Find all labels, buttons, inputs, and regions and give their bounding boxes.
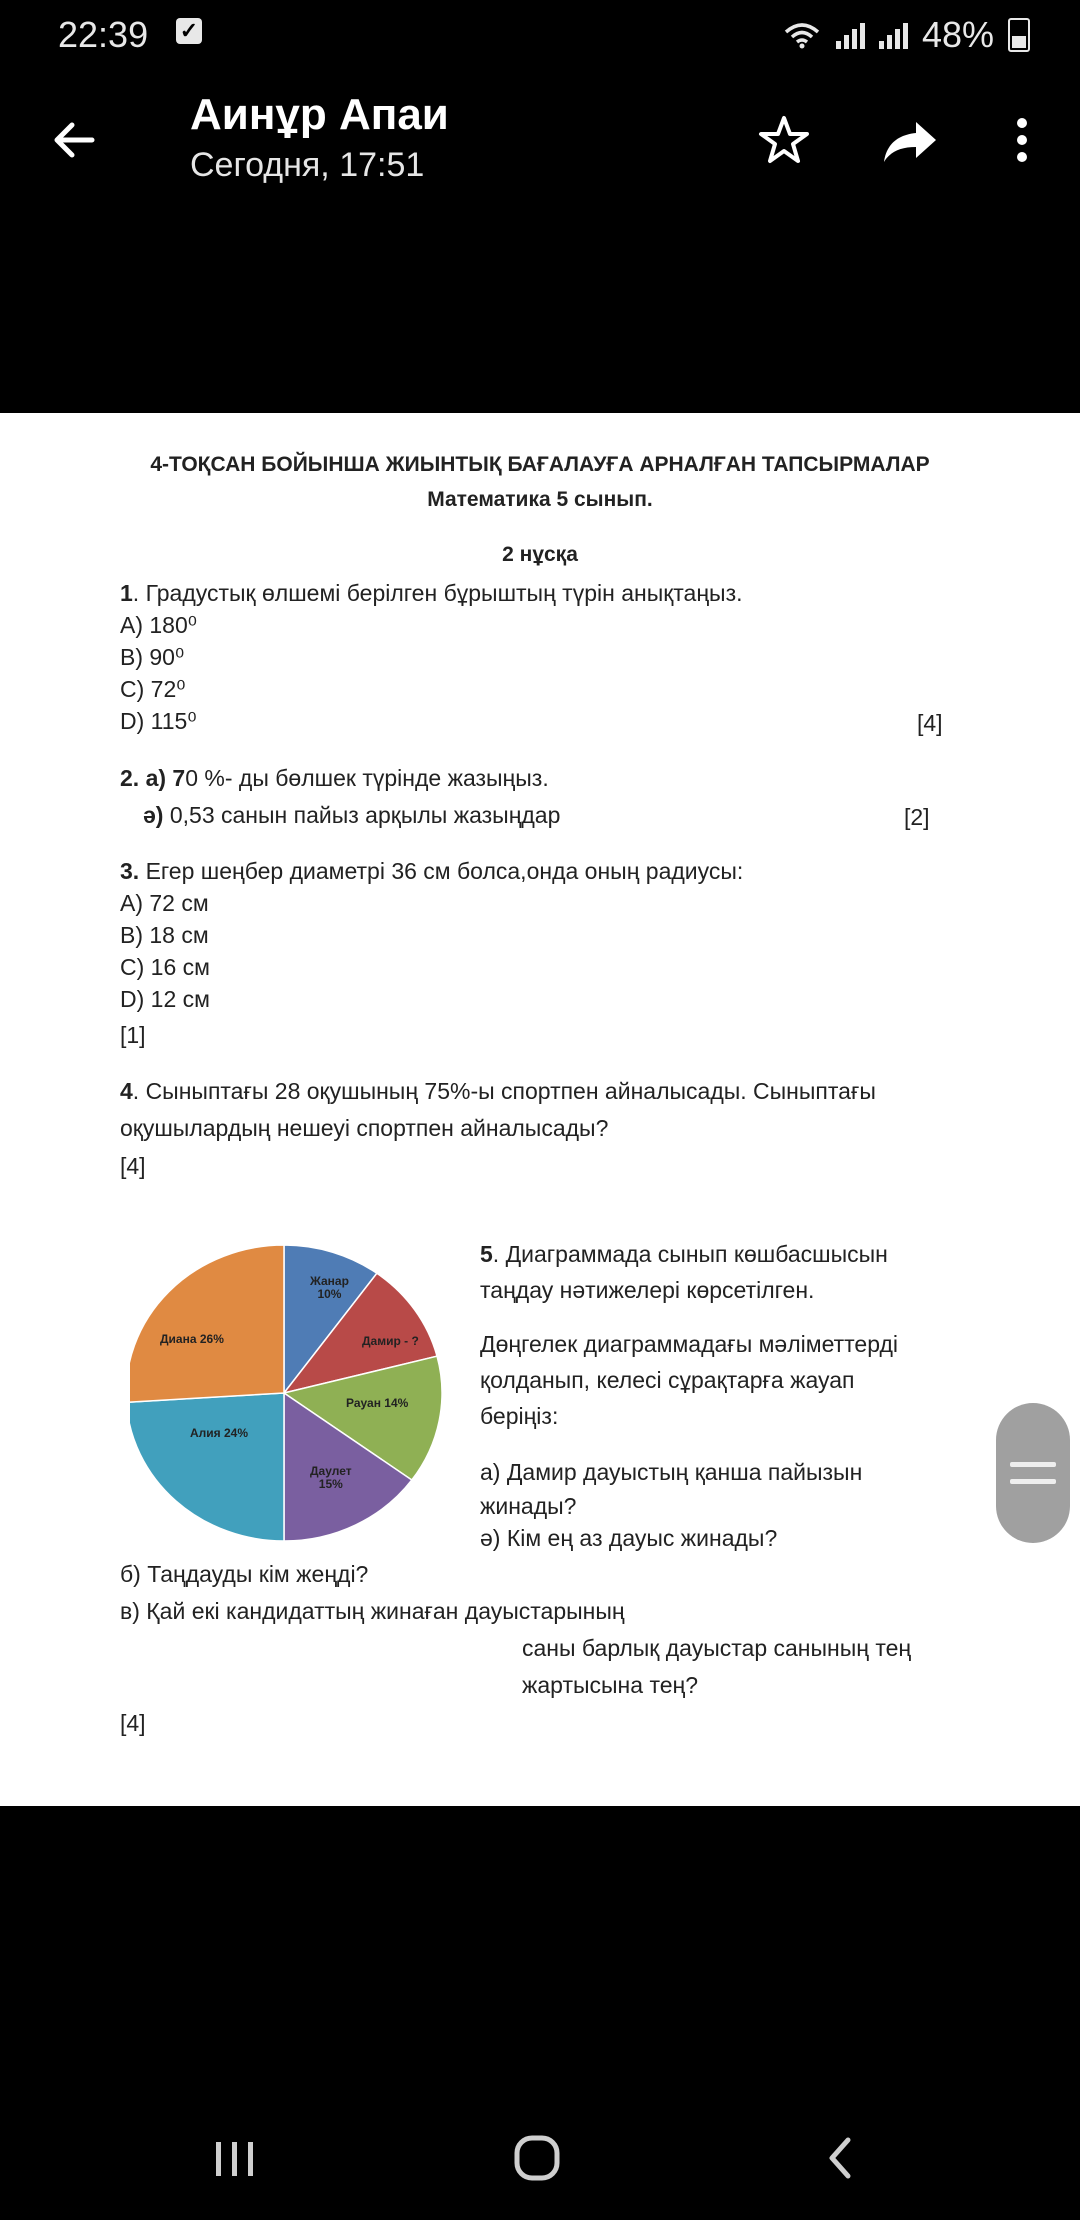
doc-title: 4-ТОҚСАН БОЙЫНША ЖИЫНТЫҚ БАҒАЛАУҒА АРНАЛҒАН ТАПСЫРМАЛАР [150, 453, 930, 476]
scroll-handle[interactable] [996, 1403, 1070, 1543]
doc-subtitle: Математика 5 сынып. [427, 488, 653, 511]
q2-score: [2] [904, 804, 930, 830]
back-nav-icon[interactable] [806, 2128, 876, 2188]
q3-text: 3. Егер шеңбер диаметрі 36 см болса,онда оның радиусы: [120, 858, 744, 884]
more-options-icon[interactable] [992, 110, 1052, 170]
q5-score: [4] [120, 1710, 146, 1736]
nav-bar [0, 2100, 1080, 2220]
q5-a-line2: жинады? [480, 1493, 577, 1519]
battery-icon [1008, 18, 1030, 52]
signal-icon-2 [879, 21, 908, 49]
q1-score: [4] [917, 710, 943, 736]
app-bar [0, 70, 1080, 200]
pie-label-aliya: Алия 24% [190, 1426, 249, 1440]
q3-option-d: D) 12 см [120, 986, 210, 1012]
q4-score: [4] [120, 1153, 146, 1179]
q5-b: ә) Кім ең аз дауыс жинады? [480, 1525, 778, 1551]
q5-a-line1: а) Дамир дауыстың қанша пайызын [480, 1459, 863, 1485]
forward-icon[interactable] [880, 110, 940, 170]
pie-label-damir: Дамир - ? [362, 1334, 419, 1348]
q3-option-a: A) 72 см [120, 890, 209, 916]
sender-name: Аинұр Апаи [190, 90, 449, 139]
pie-slice-5 [130, 1245, 284, 1402]
home-icon[interactable] [502, 2128, 572, 2188]
doc-variant: 2 нұсқа [502, 543, 578, 566]
message-timestamp: Сегодня, 17:51 [190, 146, 425, 184]
q5-text-line4: қолданып, келесі сұрақтарға жауап [480, 1367, 855, 1393]
status-right [782, 14, 1030, 56]
q5-c: б) Таңдауды кім жеңді? [120, 1561, 369, 1587]
q5-text-line3: Дөңгелек диаграммадағы мәліметтерді [480, 1331, 898, 1357]
q2-part-a: 2. а) 70 %- ды бөлшек түрінде жазыңыз. [120, 765, 549, 791]
handle-line-icon [1010, 1462, 1056, 1467]
q1-option-a: A) 180⁰ [120, 612, 197, 638]
wifi-icon [782, 20, 822, 50]
q1-option-d: D) 115⁰ [120, 708, 197, 734]
notification-check-icon: ✓ [176, 18, 202, 44]
q5-d-line3: жартысына тең? [522, 1672, 699, 1698]
document-image[interactable] [0, 413, 1080, 1806]
status-bar [0, 0, 1080, 70]
q2-part-b: ә) 0,53 санын пайыз арқылы жазыңдар [143, 802, 561, 828]
q5-text-line5: беріңіз: [480, 1403, 559, 1429]
q5-text-line1: 5. Диаграммада сынып көшбасшысын [480, 1241, 888, 1267]
pie-label-daulet: Даулет 15% [310, 1464, 352, 1491]
pie-slice-4 [130, 1393, 284, 1541]
q1-option-b: B) 90⁰ [120, 644, 185, 670]
q5-d-line1: в) Қай екі кандидаттың жинаған дауыстарының [120, 1598, 625, 1624]
handle-line-icon-2 [1010, 1479, 1056, 1484]
battery-percent: 48% [921, 14, 994, 55]
q3-score: [1] [120, 1022, 146, 1048]
back-arrow-icon[interactable] [44, 110, 104, 170]
q4-text-line2: оқушылардың нешеуі спортпен айналысады? [120, 1115, 609, 1141]
pie-label-zhanar: Жанар 10% [310, 1274, 349, 1301]
pie-label-diana: Диана 26% [160, 1332, 224, 1346]
q1-option-c: C) 72⁰ [120, 676, 186, 702]
pie-chart [130, 1233, 470, 1553]
star-icon[interactable] [754, 110, 814, 170]
q3-option-c: C) 16 см [120, 954, 210, 980]
q3-option-b: B) 18 см [120, 922, 209, 948]
recent-apps-icon[interactable] [200, 2128, 270, 2188]
q4-text-line1: 4. Сыныптағы 28 оқушының 75%-ы спортпен айналысады. Сыныптағы [120, 1078, 876, 1104]
signal-icon [836, 21, 865, 49]
q5-d-line2: саны барлық дауыстар санының тең [522, 1635, 912, 1661]
status-time: 22:39 [58, 14, 149, 55]
pie-label-rauan: Рауан 14% [346, 1396, 409, 1410]
q5-text-line2: таңдау нәтижелері көрсетілген. [480, 1277, 815, 1303]
q1-text: 1. Градустық өлшемі берілген бұрыштың түрін анықтаңыз. [120, 580, 743, 606]
